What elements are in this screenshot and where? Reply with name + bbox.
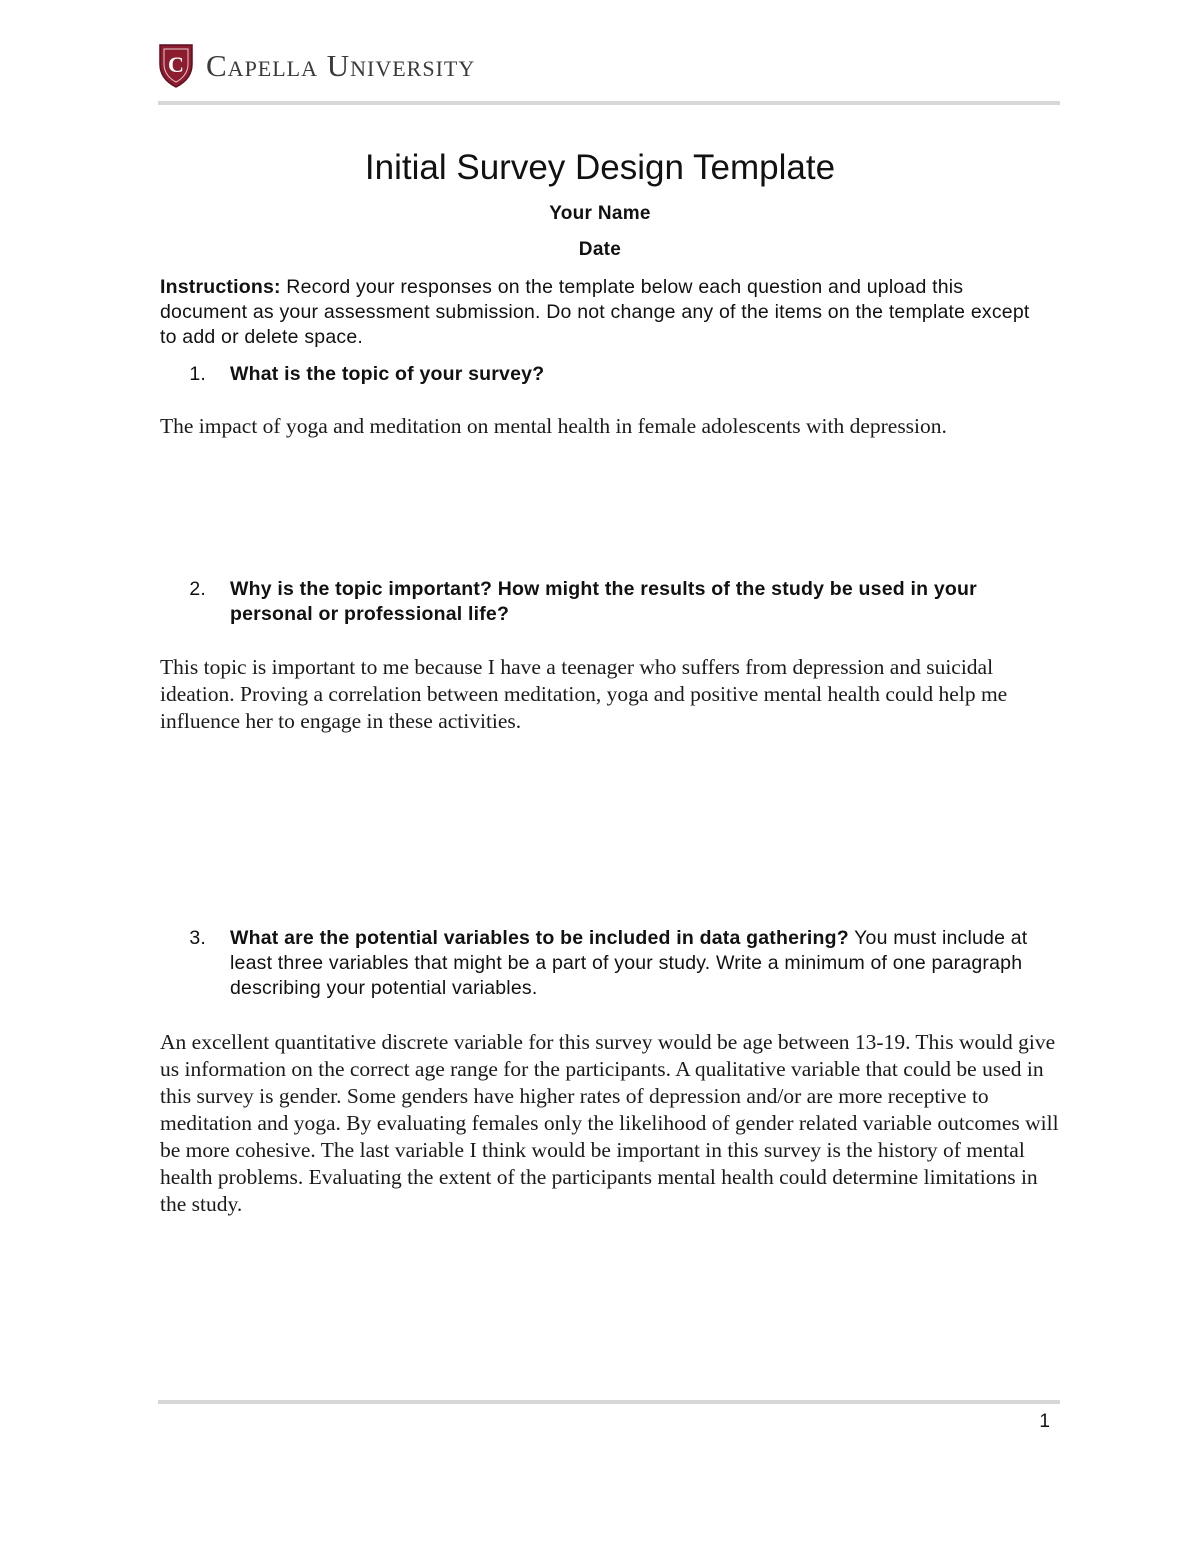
header-divider [158,101,1060,105]
logo-letter: C [168,52,184,77]
page-number: 1 [1039,1411,1050,1432]
footer-divider [158,1400,1060,1404]
question-number: 3. [189,927,206,949]
question-2 [160,577,1050,627]
document-title: Initial Survey Design Template [364,148,836,187]
question-text [230,362,1050,387]
instructions-text: Record your responses on the template below each question and upload this document as your assessment submission. Do not change any of the items on the template except to add or delete space. [160,276,1030,348]
question-bold-text: What are the potential variables to be included in data gathering? [230,927,849,949]
shield-icon [158,42,194,88]
question-rest-text: You must include at least three variables that might be a part of your study. Write a minimum of one paragraph describing your potential variables. [230,927,1028,999]
answer-1: The impact of yoga and meditation on mental health in female adolescents with depression. [160,414,947,438]
date-line: Date [578,239,622,260]
brand-name: Capella University [206,47,476,83]
question-text [230,926,1050,1001]
question-1 [160,362,1050,387]
instructions [160,275,1040,350]
university-logo [158,42,475,88]
answer-2: This topic is important to me because I have a teenager who suffers from depression and suicidal ideation. Proving a correlation between meditation, yoga and positive mental health could help me influence her to engage in these activities. [160,655,1008,733]
name-line: Your Name [549,203,651,224]
question-number: 1. [189,363,206,385]
question-bold-text: Why is the topic important? How might the results of the study be used in your personal or professional life? [230,578,977,625]
answer-3: An excellent quantitative discrete variable for this survey would be age between 13-19. This would give us information on the correct age range for the participants. A qualitative variable that could be used in this survey is gender. Some genders have higher rates of depression and/or are more receptive to meditation and yoga. By evaluating females only the likelihood of gender related variable outcomes will be more cohesive. The last variable I think would be important in this survey is the history of mental health problems. Evaluating the extent of the participants mental health could determine limitations in the study. [160,1030,1059,1216]
question-3 [160,926,1050,1001]
question-bold-text: What is the topic of your survey? [230,363,545,385]
instructions-label: Instructions: [160,276,281,298]
question-text [230,577,1050,627]
question-number: 2. [189,578,206,600]
